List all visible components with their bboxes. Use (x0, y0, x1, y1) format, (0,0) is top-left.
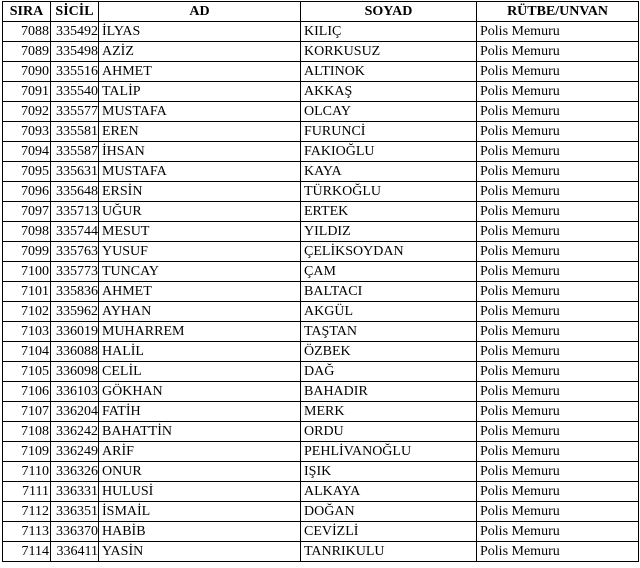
cell-rutbe: Polis Memuru (477, 122, 639, 142)
cell-ad: AHMET (99, 282, 301, 302)
table-row (3, 242, 639, 262)
table-row (3, 162, 639, 182)
cell-ad: CELİL (99, 362, 301, 382)
cell-ad: MUHARREM (99, 322, 301, 342)
cell-soyad: TANRIKULU (301, 542, 477, 562)
cell-sira: 7105 (3, 362, 51, 382)
cell-sira: 7100 (3, 262, 51, 282)
cell-ad: YUSUF (99, 242, 301, 262)
cell-sicil: 336326 (51, 462, 99, 482)
table-row (3, 142, 639, 162)
cell-soyad: FURUNCİ (301, 122, 477, 142)
header-soyad: SOYAD (301, 2, 477, 22)
cell-sicil: 336351 (51, 502, 99, 522)
table-row (3, 42, 639, 62)
cell-rutbe: Polis Memuru (477, 42, 639, 62)
cell-sira: 7111 (3, 482, 51, 502)
cell-ad: MESUT (99, 222, 301, 242)
cell-rutbe: Polis Memuru (477, 342, 639, 362)
cell-sicil: 336103 (51, 382, 99, 402)
table-row (3, 482, 639, 502)
cell-sira: 7093 (3, 122, 51, 142)
table-row (3, 362, 639, 382)
cell-sira: 7090 (3, 62, 51, 82)
cell-soyad: AKKAŞ (301, 82, 477, 102)
cell-sicil: 335581 (51, 122, 99, 142)
table-row (3, 542, 639, 562)
header-row (3, 2, 639, 22)
cell-rutbe: Polis Memuru (477, 362, 639, 382)
cell-sira: 7094 (3, 142, 51, 162)
cell-ad: AZİZ (99, 42, 301, 62)
cell-sicil: 335648 (51, 182, 99, 202)
cell-soyad: OLCAY (301, 102, 477, 122)
cell-sicil: 335577 (51, 102, 99, 122)
cell-soyad: KORKUSUZ (301, 42, 477, 62)
cell-sira: 7102 (3, 302, 51, 322)
cell-soyad: ALKAYA (301, 482, 477, 502)
table-row (3, 102, 639, 122)
table-row (3, 522, 639, 542)
cell-ad: MUSTAFA (99, 162, 301, 182)
cell-soyad: DAĞ (301, 362, 477, 382)
header-ad: AD (99, 2, 301, 22)
cell-soyad: ÇELİKSOYDAN (301, 242, 477, 262)
cell-soyad: TÜRKOĞLU (301, 182, 477, 202)
cell-sira: 7092 (3, 102, 51, 122)
cell-sicil: 335631 (51, 162, 99, 182)
cell-sira: 7101 (3, 282, 51, 302)
cell-sicil: 335540 (51, 82, 99, 102)
cell-sira: 7114 (3, 542, 51, 562)
cell-ad: İHSAN (99, 142, 301, 162)
header-sicil: SİCİL (51, 2, 99, 22)
cell-soyad: BAHADIR (301, 382, 477, 402)
cell-soyad: ALTINOK (301, 62, 477, 82)
cell-sira: 7103 (3, 322, 51, 342)
cell-sicil: 336019 (51, 322, 99, 342)
cell-ad: ARİF (99, 442, 301, 462)
table-row (3, 122, 639, 142)
cell-ad: YASİN (99, 542, 301, 562)
cell-ad: AYHAN (99, 302, 301, 322)
table-row (3, 442, 639, 462)
table-row (3, 342, 639, 362)
cell-soyad: PEHLİVANOĞLU (301, 442, 477, 462)
cell-sicil: 336088 (51, 342, 99, 362)
cell-ad: FATİH (99, 402, 301, 422)
cell-rutbe: Polis Memuru (477, 322, 639, 342)
cell-ad: İLYAS (99, 22, 301, 42)
table-row (3, 502, 639, 522)
cell-soyad: DOĞAN (301, 502, 477, 522)
cell-soyad: ÖZBEK (301, 342, 477, 362)
cell-rutbe: Polis Memuru (477, 82, 639, 102)
cell-sicil: 335773 (51, 262, 99, 282)
cell-sira: 7089 (3, 42, 51, 62)
cell-sicil: 335962 (51, 302, 99, 322)
cell-soyad: ERTEK (301, 202, 477, 222)
cell-ad: TALİP (99, 82, 301, 102)
cell-sira: 7097 (3, 202, 51, 222)
cell-sira: 7112 (3, 502, 51, 522)
table-row (3, 422, 639, 442)
cell-sira: 7106 (3, 382, 51, 402)
cell-sira: 7104 (3, 342, 51, 362)
table-row (3, 402, 639, 422)
cell-rutbe: Polis Memuru (477, 262, 639, 282)
table-row (3, 62, 639, 82)
cell-ad: İSMAİL (99, 502, 301, 522)
cell-rutbe: Polis Memuru (477, 222, 639, 242)
cell-sicil: 336370 (51, 522, 99, 542)
cell-sicil: 336098 (51, 362, 99, 382)
table-row (3, 202, 639, 222)
table-row (3, 182, 639, 202)
table-row (3, 302, 639, 322)
cell-ad: UĞUR (99, 202, 301, 222)
table-body (3, 22, 639, 562)
cell-soyad: FAKIOĞLU (301, 142, 477, 162)
cell-sira: 7099 (3, 242, 51, 262)
cell-soyad: KAYA (301, 162, 477, 182)
cell-sira: 7108 (3, 422, 51, 442)
cell-ad: AHMET (99, 62, 301, 82)
cell-sira: 7096 (3, 182, 51, 202)
table-row (3, 262, 639, 282)
cell-ad: HULUSİ (99, 482, 301, 502)
cell-rutbe: Polis Memuru (477, 402, 639, 422)
table-row (3, 82, 639, 102)
cell-ad: HALİL (99, 342, 301, 362)
header-rutbe: RÜTBE/UNVAN (477, 2, 639, 22)
cell-sira: 7098 (3, 222, 51, 242)
cell-sicil: 335744 (51, 222, 99, 242)
cell-rutbe: Polis Memuru (477, 482, 639, 502)
cell-ad: TUNCAY (99, 262, 301, 282)
cell-soyad: MERK (301, 402, 477, 422)
cell-sira: 7095 (3, 162, 51, 182)
cell-sicil: 335492 (51, 22, 99, 42)
table-row (3, 22, 639, 42)
cell-sira: 7088 (3, 22, 51, 42)
cell-ad: EREN (99, 122, 301, 142)
cell-rutbe: Polis Memuru (477, 182, 639, 202)
table-row (3, 322, 639, 342)
cell-soyad: IŞIK (301, 462, 477, 482)
cell-rutbe: Polis Memuru (477, 302, 639, 322)
cell-sira: 7109 (3, 442, 51, 462)
cell-rutbe: Polis Memuru (477, 22, 639, 42)
cell-soyad: KILIÇ (301, 22, 477, 42)
table-row (3, 282, 639, 302)
cell-soyad: CEVİZLİ (301, 522, 477, 542)
cell-sira: 7113 (3, 522, 51, 542)
cell-ad: BAHATTİN (99, 422, 301, 442)
cell-sicil: 335516 (51, 62, 99, 82)
cell-sicil: 335498 (51, 42, 99, 62)
header-sira: SIRA (3, 2, 51, 22)
cell-sira: 7091 (3, 82, 51, 102)
cell-rutbe: Polis Memuru (477, 202, 639, 222)
cell-ad: GÖKHAN (99, 382, 301, 402)
cell-sicil: 335836 (51, 282, 99, 302)
cell-rutbe: Polis Memuru (477, 142, 639, 162)
cell-sicil: 335763 (51, 242, 99, 262)
cell-rutbe: Polis Memuru (477, 462, 639, 482)
cell-rutbe: Polis Memuru (477, 522, 639, 542)
cell-rutbe: Polis Memuru (477, 382, 639, 402)
cell-soyad: TAŞTAN (301, 322, 477, 342)
cell-rutbe: Polis Memuru (477, 442, 639, 462)
cell-rutbe: Polis Memuru (477, 102, 639, 122)
cell-ad: ONUR (99, 462, 301, 482)
cell-sicil: 336249 (51, 442, 99, 462)
cell-ad: HABİB (99, 522, 301, 542)
cell-rutbe: Polis Memuru (477, 242, 639, 262)
cell-soyad: YILDIZ (301, 222, 477, 242)
cell-soyad: AKGÜL (301, 302, 477, 322)
cell-sicil: 336331 (51, 482, 99, 502)
cell-sicil: 336242 (51, 422, 99, 442)
cell-ad: ERSİN (99, 182, 301, 202)
cell-soyad: ORDU (301, 422, 477, 442)
table-row (3, 382, 639, 402)
personnel-table (2, 1, 639, 562)
cell-sicil: 335713 (51, 202, 99, 222)
cell-sira: 7107 (3, 402, 51, 422)
cell-sicil: 335587 (51, 142, 99, 162)
cell-rutbe: Polis Memuru (477, 422, 639, 442)
table-row (3, 222, 639, 242)
cell-rutbe: Polis Memuru (477, 62, 639, 82)
cell-soyad: BALTACI (301, 282, 477, 302)
cell-sira: 7110 (3, 462, 51, 482)
cell-rutbe: Polis Memuru (477, 542, 639, 562)
table-row (3, 462, 639, 482)
cell-rutbe: Polis Memuru (477, 162, 639, 182)
cell-rutbe: Polis Memuru (477, 282, 639, 302)
cell-soyad: ÇAM (301, 262, 477, 282)
cell-sicil: 336204 (51, 402, 99, 422)
cell-rutbe: Polis Memuru (477, 502, 639, 522)
cell-ad: MUSTAFA (99, 102, 301, 122)
cell-sicil: 336411 (51, 542, 99, 562)
